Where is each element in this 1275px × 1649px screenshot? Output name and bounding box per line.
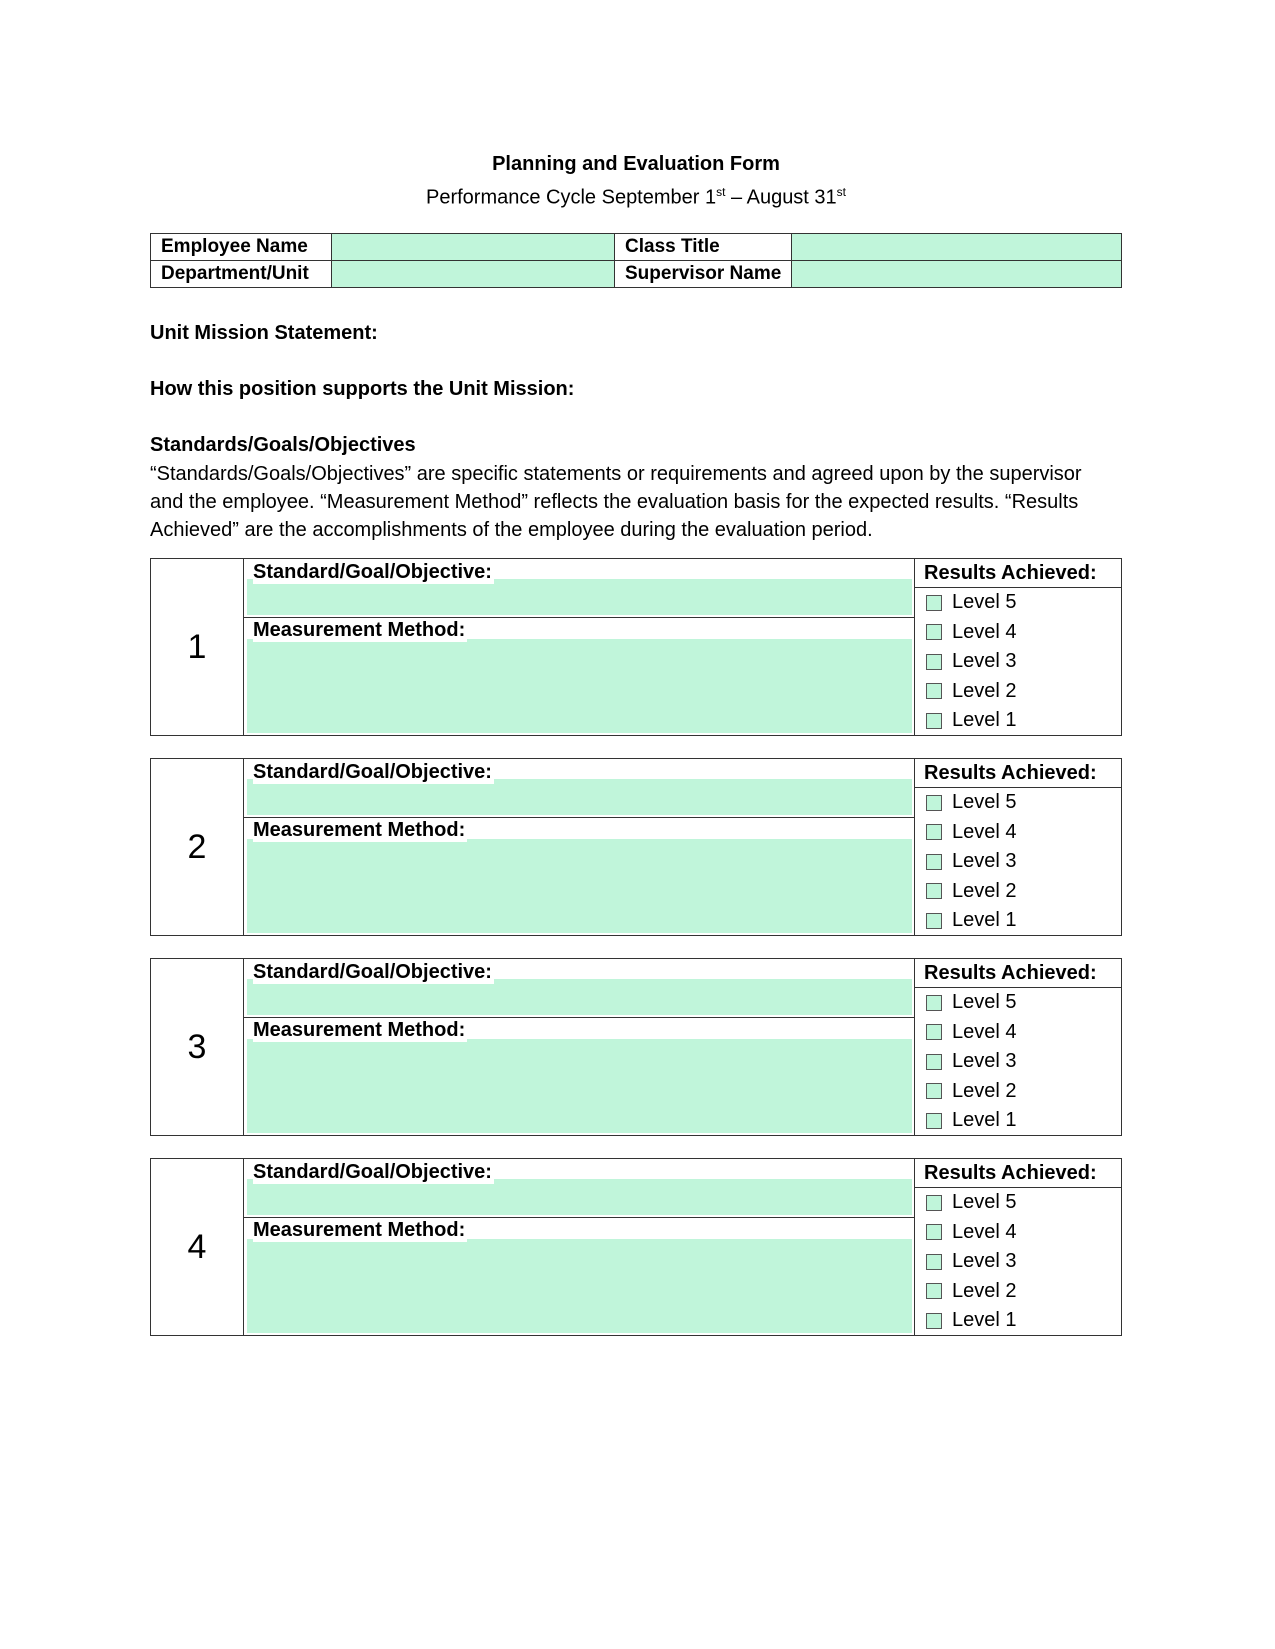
level-checkbox[interactable] xyxy=(926,795,942,811)
standard-row xyxy=(243,759,914,818)
level-option[interactable] xyxy=(914,1188,1121,1218)
level-list xyxy=(914,788,1121,936)
class-title-label: Class Title xyxy=(615,234,792,261)
level-label: Level 5 xyxy=(952,991,1017,1014)
measurement-label: Measurement Method: xyxy=(253,1219,466,1241)
standard-label: Standard/Goal/Objective: xyxy=(253,961,492,983)
results-column xyxy=(914,1159,1121,1335)
level-option[interactable] xyxy=(914,1018,1121,1048)
level-option[interactable] xyxy=(914,1077,1121,1107)
level-label: Level 5 xyxy=(952,591,1017,614)
level-option[interactable] xyxy=(914,788,1121,818)
measurement-row xyxy=(243,617,914,735)
goal-block-2 xyxy=(150,758,1122,936)
goal-number: 4 xyxy=(151,1159,244,1335)
standards-description: “Standards/Goals/Objectives” are specific statements or requirements and agreed upon by the supervisor and the employee. “Measurement Method” reflects the evaluation basis for the expected results. “Results Achieved” are the accomplishments of the employee during the evaluation period. xyxy=(150,463,1082,541)
level-checkbox[interactable] xyxy=(926,1054,942,1070)
department-label: Department/Unit xyxy=(151,261,332,288)
measurement-field[interactable] xyxy=(247,1239,912,1333)
level-checkbox[interactable] xyxy=(926,595,942,611)
level-checkbox[interactable] xyxy=(926,824,942,840)
level-label: Level 4 xyxy=(952,820,1017,843)
goal-details xyxy=(243,759,915,935)
class-title-cell xyxy=(792,234,1122,261)
standard-row xyxy=(243,1159,914,1218)
level-checkbox[interactable] xyxy=(926,995,942,1011)
standard-field[interactable] xyxy=(247,779,912,815)
level-checkbox[interactable] xyxy=(926,1224,942,1240)
level-label: Level 2 xyxy=(952,879,1017,902)
department-cell xyxy=(332,261,615,288)
employee-name-field[interactable] xyxy=(332,234,614,260)
results-label: Results Achieved: xyxy=(914,559,1121,588)
level-option[interactable] xyxy=(914,706,1121,736)
results-label: Results Achieved: xyxy=(914,1159,1121,1188)
results-column xyxy=(914,959,1121,1135)
level-option[interactable] xyxy=(914,618,1121,648)
level-option[interactable] xyxy=(914,1247,1121,1277)
goal-number: 1 xyxy=(151,559,244,735)
goal-block-4 xyxy=(150,1158,1122,1336)
class-title-field[interactable] xyxy=(792,234,1121,260)
results-label: Results Achieved: xyxy=(914,759,1121,788)
level-checkbox[interactable] xyxy=(926,1254,942,1270)
standard-label: Standard/Goal/Objective: xyxy=(253,1161,492,1183)
goal-details xyxy=(243,959,915,1135)
employee-name-cell xyxy=(332,234,615,261)
level-option[interactable] xyxy=(914,647,1121,677)
employee-info-table xyxy=(150,233,1122,288)
level-label: Level 4 xyxy=(952,620,1017,643)
level-label: Level 5 xyxy=(952,1191,1017,1214)
employee-name-label: Employee Name xyxy=(151,234,332,261)
standards-heading: Standards/Goals/Objectives xyxy=(150,434,416,456)
level-option[interactable] xyxy=(914,1277,1121,1307)
measurement-row xyxy=(243,1217,914,1335)
level-checkbox[interactable] xyxy=(926,854,942,870)
standard-row xyxy=(243,959,914,1018)
level-option[interactable] xyxy=(914,847,1121,877)
standard-label: Standard/Goal/Objective: xyxy=(253,561,492,583)
level-label: Level 2 xyxy=(952,1079,1017,1102)
supervisor-name-label: Supervisor Name xyxy=(615,261,792,288)
measurement-label: Measurement Method: xyxy=(253,619,466,641)
goal-number: 3 xyxy=(151,959,244,1135)
level-label: Level 4 xyxy=(952,1220,1017,1243)
level-option[interactable] xyxy=(914,1306,1121,1336)
goal-block-3 xyxy=(150,958,1122,1136)
level-label: Level 5 xyxy=(952,791,1017,814)
level-label: Level 1 xyxy=(952,1109,1017,1132)
level-option[interactable] xyxy=(914,877,1121,907)
level-label: Level 1 xyxy=(952,909,1017,932)
measurement-label: Measurement Method: xyxy=(253,819,466,841)
measurement-label: Measurement Method: xyxy=(253,1019,466,1041)
results-column xyxy=(914,559,1121,735)
level-label: Level 2 xyxy=(952,679,1017,702)
standard-row xyxy=(243,559,914,618)
level-label: Level 4 xyxy=(952,1020,1017,1043)
form-title: Planning and Evaluation Form xyxy=(492,153,780,175)
standard-label: Standard/Goal/Objective: xyxy=(253,761,492,783)
position-support-label: How this position supports the Unit Mission: xyxy=(150,378,575,400)
goal-block-1 xyxy=(150,558,1122,736)
level-option[interactable] xyxy=(914,588,1121,618)
measurement-row xyxy=(243,1017,914,1135)
measurement-row xyxy=(243,817,914,935)
level-checkbox[interactable] xyxy=(926,1113,942,1129)
level-checkbox[interactable] xyxy=(926,883,942,899)
goal-details xyxy=(243,1159,915,1335)
level-checkbox[interactable] xyxy=(926,1195,942,1211)
supervisor-name-cell xyxy=(792,261,1122,288)
level-checkbox[interactable] xyxy=(926,654,942,670)
level-label: Level 3 xyxy=(952,1050,1017,1073)
level-label: Level 1 xyxy=(952,709,1017,732)
level-option[interactable] xyxy=(914,988,1121,1018)
level-checkbox[interactable] xyxy=(926,913,942,929)
department-field[interactable] xyxy=(332,261,614,287)
goal-details xyxy=(243,559,915,735)
supervisor-name-field[interactable] xyxy=(792,261,1121,287)
form-header xyxy=(150,150,1122,212)
level-label: Level 3 xyxy=(952,1250,1017,1273)
standard-field[interactable] xyxy=(247,979,912,1015)
measurement-field[interactable] xyxy=(247,1039,912,1133)
level-checkbox[interactable] xyxy=(926,1024,942,1040)
standard-field[interactable] xyxy=(247,1179,912,1215)
level-label: Level 2 xyxy=(952,1279,1017,1302)
level-list xyxy=(914,588,1121,736)
level-option[interactable] xyxy=(914,818,1121,848)
form-subtitle: Performance Cycle September 1st – August 31st xyxy=(425,185,847,209)
unit-mission-label: Unit Mission Statement: xyxy=(150,322,378,344)
level-checkbox[interactable] xyxy=(926,1283,942,1299)
level-option[interactable] xyxy=(914,1047,1121,1077)
goal-number: 2 xyxy=(151,759,244,935)
level-option[interactable] xyxy=(914,906,1121,936)
measurement-field[interactable] xyxy=(247,639,912,733)
level-list xyxy=(914,988,1121,1136)
standard-field[interactable] xyxy=(247,579,912,615)
level-checkbox[interactable] xyxy=(926,1313,942,1329)
results-column xyxy=(914,759,1121,935)
level-list xyxy=(914,1188,1121,1336)
level-option[interactable] xyxy=(914,1218,1121,1248)
level-checkbox[interactable] xyxy=(926,683,942,699)
level-label: Level 3 xyxy=(952,850,1017,873)
level-label: Level 3 xyxy=(952,650,1017,673)
level-option[interactable] xyxy=(914,677,1121,707)
results-label: Results Achieved: xyxy=(914,959,1121,988)
level-checkbox[interactable] xyxy=(926,1083,942,1099)
level-option[interactable] xyxy=(914,1106,1121,1136)
level-checkbox[interactable] xyxy=(926,624,942,640)
level-checkbox[interactable] xyxy=(926,713,942,729)
measurement-field[interactable] xyxy=(247,839,912,933)
level-label: Level 1 xyxy=(952,1309,1017,1332)
